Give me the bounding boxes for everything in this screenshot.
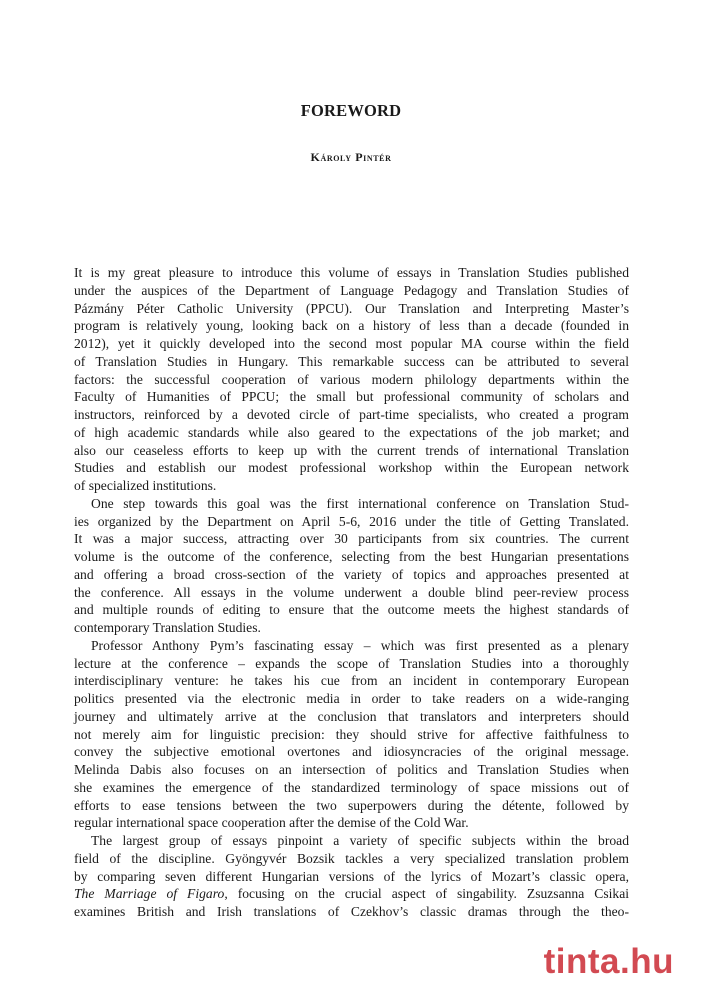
text-line: ies organized by the Department on April 5-6, 2016 under the title of Getting Translated. — [74, 513, 629, 529]
text-line: contemporary Translation Studies. — [74, 620, 261, 635]
text-line: not merely aim for linguistic precision: they should strive for affective faithfulness to — [74, 726, 629, 742]
text-line: Melinda Dabis also focuses on an intersection of politics and Translation Studies when — [74, 762, 629, 777]
paragraph-4 — [74, 832, 629, 921]
text-line: convey the subjective emotional overtones and idiosyncracies of the original message. — [74, 744, 629, 760]
text-line-with-italic-title: The Marriage of Figaro, focusing on the crucial aspect of singability. Zsuzsanna Csikai — [74, 886, 629, 902]
text-line: examines British and Irish translations of Czekhov’s classic dramas through the theo- — [74, 904, 629, 919]
text-line: Studies and establish our modest professional workshop within the European network — [74, 460, 629, 476]
text-line: field of the discipline. Gyöngyvér Bozsik tackles a very specialized translation problem — [74, 850, 629, 866]
paragraph-1 — [74, 264, 629, 495]
text-line: and multiple rounds of editing to ensure that the outcome meets the highest standards of — [74, 602, 629, 618]
text-line: Professor Anthony Pym’s fascinating essay – which was first presented as a plenary — [91, 637, 629, 653]
text-line: of specialized institutions. — [74, 478, 217, 493]
text-line: under the auspices of the Department of Language Pedagogy and Translation Studies of — [74, 282, 629, 298]
text-line: factors: the successful cooperation of various modern philology departments within the — [74, 371, 629, 387]
text-line: politics presented via the electronic media in order to take readers on a wide-ranging — [74, 691, 629, 706]
text-line: of Translation Studies in Hungary. This remarkable success can be attributed to several — [74, 353, 629, 369]
text-line: The largest group of essays pinpoint a variety of specific subjects within the broad — [91, 833, 629, 848]
text-line: It was a major success, attracting over 30 participants from six countries. The current — [74, 531, 629, 547]
text-line: program is relatively young, looking back on a history of less than a decade (founded in — [74, 318, 629, 334]
author-name: Károly Pintér — [310, 150, 392, 164]
text-line: lecture at the conference – expands the scope of Translation Studies into a thoroughly — [74, 655, 629, 671]
text-line: instructors, reinforced by a devoted circle of part-time specialists, who created a program — [74, 407, 629, 422]
page-title: FOREWORD — [300, 101, 402, 120]
text-line: of high academic standards while also geared to the expectations of the job market; and — [74, 424, 629, 440]
text-line: she examines the emergence of the standardized terminology of space missions out of — [74, 779, 629, 795]
text-line: One step towards this goal was the first international conference on Translation Stud- — [91, 495, 629, 511]
watermark-logo: tinta.hu — [543, 942, 674, 981]
text-line: also our ceaseless efforts to keep up with the current trends of international Translation — [74, 442, 629, 458]
paragraph-2 — [74, 495, 629, 637]
text-line: and offering a broad cross-section of the variety of topics and approaches presented at — [74, 566, 629, 582]
text-line: regular international space cooperation after the demise of the Cold War. — [74, 815, 469, 831]
text-line: interdisciplinary venture: he takes his cue from an incident in contemporary European — [74, 673, 629, 689]
opera-title: The Marriage of Figaro — [74, 886, 225, 902]
body-text — [74, 264, 629, 921]
paragraph-3 — [74, 637, 629, 832]
text-line: Faculty of Humanities of PPCU; the small but professional community of scholars and — [74, 389, 629, 405]
text-line: 2012), yet it quickly developed into the second most popular MA course within the field — [74, 336, 629, 351]
text-line: by comparing seven different Hungarian versions of the lyrics of Mozart’s classic opera, — [74, 868, 629, 884]
text-line: Pázmány Péter Catholic University (PPCU). Our Translation and Interpreting Master’s — [74, 300, 629, 316]
text-line: the conference. All essays in the volume underwent a double blind peer-review process — [74, 584, 629, 600]
text-line: It is my great pleasure to introduce this volume of essays in Translation Studies published — [74, 265, 629, 280]
text-line: volume is the outcome of the conference, selecting from the best Hungarian presentations — [74, 549, 629, 564]
text-line: journey and ultimately arrive at the conclusion that translators and interpreters should — [74, 708, 629, 724]
text-line: efforts to ease tensions between the two superpowers during the détente, followed by — [74, 797, 629, 813]
